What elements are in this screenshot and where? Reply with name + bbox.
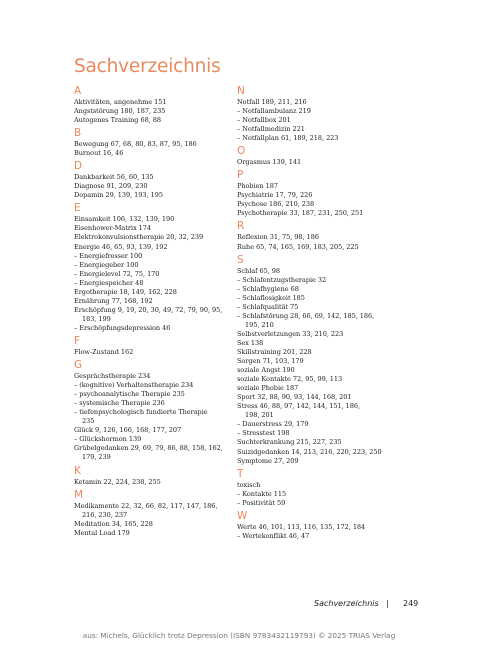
index-entry: 179, 239 <box>82 453 111 462</box>
index-letter-w: W <box>237 509 248 522</box>
index-letter-m: M <box>74 488 84 501</box>
index-entry: – Energiespeicher 48 <box>74 278 144 287</box>
index-entry: Medikamente 22, 32, 66, 82, 117, 147, 186, <box>74 501 218 510</box>
index-entry: Einsamkeit 106, 132, 139, 190 <box>74 215 175 224</box>
index-entry: – Kontakte 115 <box>237 489 287 498</box>
index-entry: Psychotherapie 33, 187, 231, 250, 251 <box>237 209 364 218</box>
index-entry: Autogenes Training 68, 88 <box>74 116 161 125</box>
index-entry: – tiefenpsychologisch fundierte Therapie <box>74 408 208 417</box>
page-title: Sachverzeichnis <box>74 56 221 77</box>
index-entry: – Positivität 59 <box>237 498 286 507</box>
index-entry: Reflexion 31, 75, 98, 186 <box>237 233 319 242</box>
index-entry: Werte 46, 101, 113, 116, 135, 172, 184 <box>237 522 366 531</box>
index-entry: Sex 138 <box>237 338 264 347</box>
index-entry: Ergotherapie 18, 149, 162, 228 <box>74 287 177 296</box>
index-entry: – Notfallambulanz 219 <box>237 107 311 116</box>
index-entry: Flow-Zustand 162 <box>74 347 134 356</box>
index-entry: Eisenhower-Matrix 174 <box>74 224 151 233</box>
index-entry: Psychose 186, 210, 238 <box>237 200 315 209</box>
index-entry: – Schlafentzugstherapie 32 <box>237 275 327 284</box>
index-entry: – Glückshormon 139 <box>74 435 142 444</box>
index-entry: – Erschöpfungsdepression 46 <box>74 323 171 332</box>
index-entry: Sport 32, 88, 90, 93, 144, 168, 201 <box>237 393 352 402</box>
index-letter-f: F <box>74 334 81 347</box>
index-entry: – Wertekonflikt 46, 47 <box>237 531 310 540</box>
index-entry: Ernährung 77, 168, 192 <box>74 296 153 305</box>
index-entry: – Notfallbox 201 <box>237 116 291 125</box>
index-entry: – Schlafqualität 75 <box>237 302 299 311</box>
index-entry: soziale Angst 190 <box>237 366 295 375</box>
index-entry: Gesprächstherapie 234 <box>74 372 151 381</box>
index-letter-e: E <box>74 202 81 215</box>
index-entry: Bewegung 67, 68, 80, 83, 87, 95, 186 <box>74 140 197 149</box>
index-entry: Erschöpfung 9, 19, 20, 30, 49, 72, 79, 90, 95, <box>74 305 223 314</box>
index-entry: Grübelgedanken 29, 69, 79, 86, 88, 158, 162, <box>74 444 223 453</box>
index-entry: Orgasmus 139, 141 <box>237 158 302 167</box>
index-entry: Skillstraining 201, 228 <box>237 347 312 356</box>
index-entry: Energie 46, 65, 93, 139, 192 <box>74 242 168 251</box>
index-entry: 198, 201 <box>245 411 274 420</box>
index-entry: Ruhe 65, 74, 165, 169, 183, 205, 225 <box>237 242 359 251</box>
index-column-left <box>74 83 254 538</box>
index-entry: Notfall 189, 211, 216 <box>237 98 307 106</box>
index-entry: Suchterkrankung 215, 227, 235 <box>237 438 342 447</box>
index-entry: – Schlaflosigkeit 185 <box>237 293 305 302</box>
index-entry: 195, 210 <box>245 320 274 329</box>
page-number: 249 <box>403 599 419 608</box>
index-letter-s: S <box>237 253 244 266</box>
index-entry: Aktivitäten, angenehme 151 <box>74 98 167 106</box>
index-entry: Symptome 27, 209 <box>237 456 299 465</box>
index-entry: Meditation 34, 165, 228 <box>74 519 153 528</box>
index-entry: Selbstverletzungen 33, 210, 223 <box>237 329 344 338</box>
index-entry: 235 <box>82 417 95 426</box>
index-entry: – Dauerstress 29, 179 <box>237 420 309 429</box>
index-entry: Psychiatrie 17, 79, 226 <box>237 191 313 200</box>
index-entry: Diagnose 91, 209, 230 <box>74 182 148 191</box>
index-entry: Suizidgedanken 14, 213, 216, 220, 223, 250 <box>237 447 382 456</box>
index-entry: – Energiegeber 100 <box>74 260 139 269</box>
index-letter-o: O <box>237 145 246 158</box>
index-letter-g: G <box>74 359 83 372</box>
index-entry: Phobien 187 <box>237 182 278 191</box>
index-entry: – psychoanalytische Therapie 235 <box>74 390 185 399</box>
index-entry: – Schlafhygiene 68 <box>237 284 299 293</box>
index-entry: – systemische Therapie 236 <box>74 399 165 408</box>
index-entry: Glück 9, 126, 166, 168, 177, 207 <box>74 426 182 435</box>
running-footer-title: Sachverzeichnis <box>314 599 379 608</box>
footer-separator: | <box>386 599 389 608</box>
index-entry: – Energiefresser 100 <box>74 251 143 260</box>
index-entry: – (kognitive) Verhaltenstherapie 234 <box>74 381 194 390</box>
index-letter-n: N <box>237 85 245 97</box>
index-letter-d: D <box>74 160 83 173</box>
index-entry: – Notfallmedizin 221 <box>237 125 305 134</box>
index-entry: Dankbarkeit 56, 60, 135 <box>74 173 154 182</box>
index-entry: Mental Load 179 <box>74 528 130 537</box>
index-entry: Schlaf 65, 98 <box>237 266 281 275</box>
index-entry: – Stresstest 198 <box>237 429 290 438</box>
index-entry: 216, 230, 237 <box>82 510 128 519</box>
index-entry: soziale Kontakte 72, 95, 99, 113 <box>237 375 343 384</box>
index-entry: soziale Phobie 187 <box>237 384 299 393</box>
index-letter-k: K <box>74 464 81 477</box>
index-entry: – Schlafstörung 28, 66, 69, 142, 185, 186, <box>237 311 375 320</box>
index-entry: Angststörung 180, 187, 235 <box>74 107 166 116</box>
index-entry: toxisch <box>237 480 261 489</box>
index-entry: Burnout 16, 46 <box>74 149 124 158</box>
index-letter-t: T <box>237 467 244 480</box>
index-column-right <box>237 83 437 541</box>
index-letter-p: P <box>237 169 244 182</box>
index-entry: Ketamin 22, 224, 238, 255 <box>74 477 161 486</box>
source-credit: aus: Michels, Glücklich trotz Depression (ISBN 9783432119793) © 2025 TRIAS Verlag <box>82 631 396 640</box>
index-entry: – Energielevel 72, 75, 170 <box>74 269 160 278</box>
index-entry: Dopamin 29, 139, 193, 195 <box>74 191 163 200</box>
index-entry: Stress 46, 88, 97, 142, 144, 151, 186, <box>237 402 361 411</box>
index-letter-b: B <box>74 127 82 140</box>
index-entry: Sorgen 71, 103, 179 <box>237 357 304 366</box>
index-letter-a: A <box>74 85 82 97</box>
index-letter-r: R <box>237 220 245 233</box>
index-entry: 183, 199 <box>82 314 111 323</box>
index-entry: Elektrokonvulsionstherapie 20, 32, 239 <box>74 233 204 242</box>
index-entry: – Notfallplan 61, 189, 218, 223 <box>237 134 339 143</box>
